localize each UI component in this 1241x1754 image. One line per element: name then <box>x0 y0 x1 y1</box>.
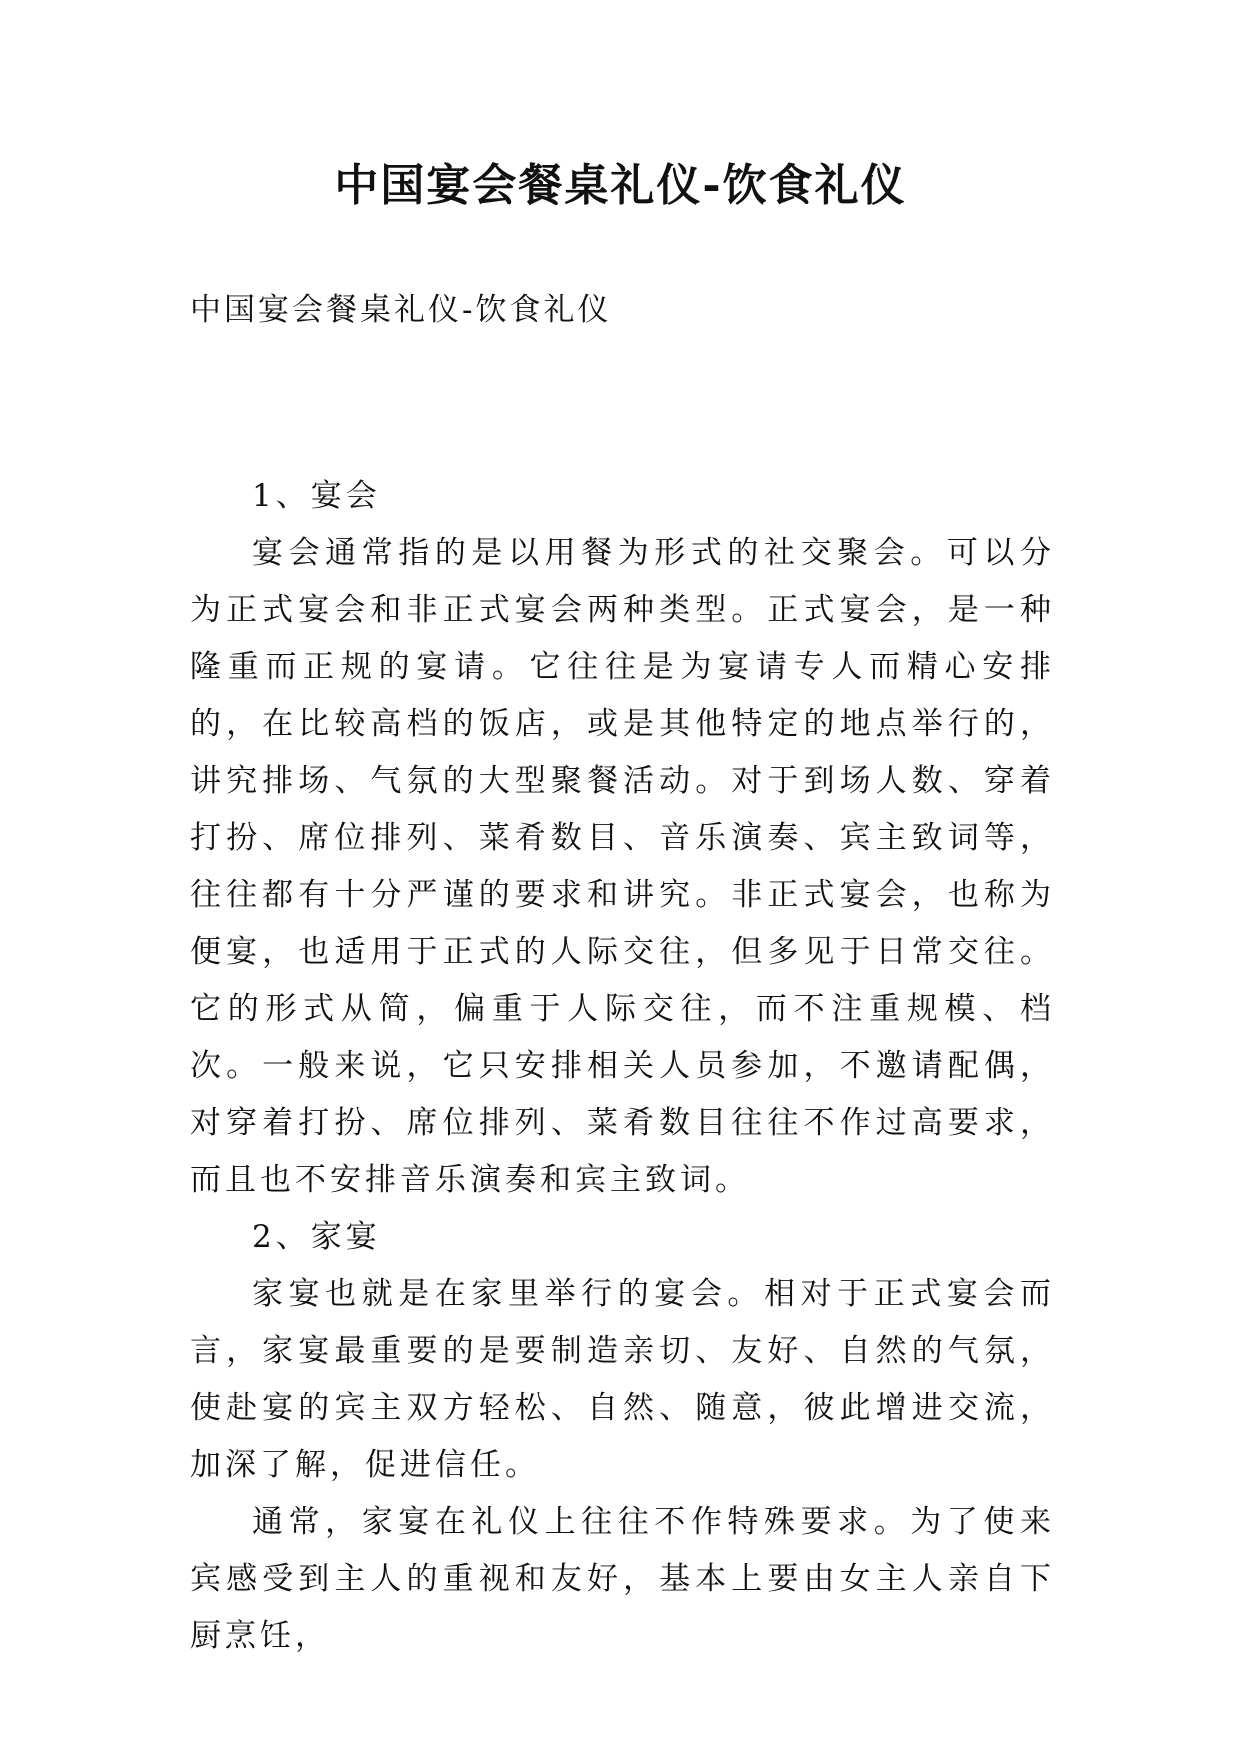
document-body <box>190 468 1055 1665</box>
section-heading-banquet: 1、宴会 <box>252 478 381 514</box>
document-subtitle: 中国宴会餐桌礼仪-饮食礼仪 <box>190 292 612 328</box>
section-heading-family-banquet: 2、家宴 <box>252 1219 381 1255</box>
paragraph-family-banquet-etiquette: 通常，家宴在礼仪上往往不作特殊要求。为了使来宾感受到主人的重视和友好，基本上要由女主人亲自下厨烹饪， <box>190 1504 1055 1654</box>
paragraph-banquet: 宴会通常指的是以用餐为形式的社交聚会。可以分为正式宴会和非正式宴会两种类型。正式宴会，是一种隆重而正规的宴请。它往往是为宴请专人而精心安排的，在比较高档的饭店，或是其他特定的地点举行的，讲究排场、气氛的大型聚餐活动。对于到场人数、穿着打扮、席位排列、菜肴数目、音乐演奏、宾主致词等，往往都有十分严谨的要求和讲究。非正式宴会，也称为便宴，也适用于正式的人际交往，但多见于日常交往。它的形式从简，偏重于人际交往，而不注重规模、档次。一般来说，它只安排相关人员参加，不邀请配偶，对穿着打扮、席位排列、菜肴数目往往不作过高要求，而且也不安排音乐演奏和宾主致词。 <box>190 535 1055 1198</box>
document-title: 中国宴会餐桌礼仪-饮食礼仪 <box>334 160 907 211</box>
paragraph-family-banquet: 家宴也就是在家里举行的宴会。相对于正式宴会而言，家宴最重要的是要制造亲切、友好、自然的气氛，使赴宴的宾主双方轻松、自然、随意，彼此增进交流，加深了解，促进信任。 <box>190 1276 1055 1483</box>
